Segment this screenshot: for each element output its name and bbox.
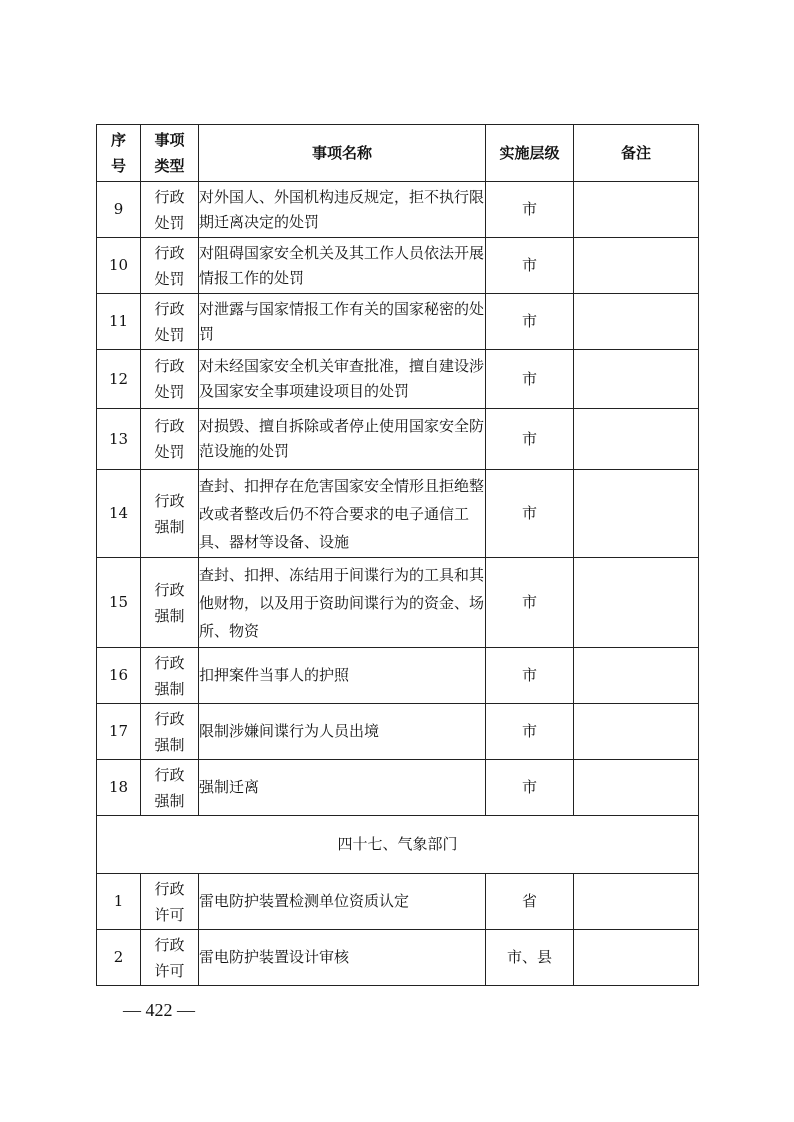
row-no: 12 — [97, 350, 141, 409]
row-no: 13 — [97, 409, 141, 470]
row-type-line1: 行政 — [154, 299, 185, 318]
row-type — [141, 409, 199, 470]
header-type-line1: 事项 — [154, 131, 185, 149]
row-type-line1: 行政 — [154, 653, 185, 672]
row-name: 对泄露与国家情报工作有关的国家秘密的处罚 — [199, 294, 486, 350]
row-type — [141, 648, 199, 704]
row-level: 市、县 — [486, 930, 574, 986]
row-type-line2: 处罚 — [154, 325, 185, 344]
table-row — [97, 470, 699, 558]
table-row — [97, 760, 699, 816]
row-type — [141, 470, 199, 558]
row-name: 雷电防护装置检测单位资质认定 — [199, 874, 486, 930]
row-type-line2: 许可 — [154, 961, 185, 980]
row-type — [141, 874, 199, 930]
header-name: 事项名称 — [199, 125, 486, 182]
row-no: 11 — [97, 294, 141, 350]
row-name: 限制涉嫌间谍行为人员出境 — [199, 704, 486, 760]
row-level: 市 — [486, 558, 574, 648]
header-row — [97, 125, 699, 182]
table-row — [97, 558, 699, 648]
row-name: 强制迁离 — [199, 760, 486, 816]
section-title: 四十七、气象部门 — [97, 816, 699, 874]
row-note — [574, 409, 699, 470]
row-type — [141, 238, 199, 294]
row-name: 查封、扣押、冻结用于间谍行为的工具和其他财物，以及用于资助间谍行为的资金、场所、物资 — [199, 558, 486, 648]
row-type — [141, 760, 199, 816]
row-level: 市 — [486, 470, 574, 558]
row-type-line2: 强制 — [154, 606, 185, 625]
row-type-line2: 强制 — [154, 735, 185, 754]
row-level: 市 — [486, 760, 574, 816]
row-type — [141, 294, 199, 350]
header-seq — [97, 125, 141, 182]
row-level: 省 — [486, 874, 574, 930]
row-no: 15 — [97, 558, 141, 648]
table-row — [97, 704, 699, 760]
table-row — [97, 238, 699, 294]
row-type — [141, 704, 199, 760]
row-type-line2: 强制 — [154, 791, 185, 810]
row-name: 对未经国家安全机关审查批准，擅自建设涉及国家安全事项建设项目的处罚 — [199, 350, 486, 409]
header-seq-line1: 序 — [110, 131, 126, 149]
header-seq-line2: 号 — [110, 157, 126, 175]
row-type-line1: 行政 — [154, 935, 185, 954]
row-type — [141, 930, 199, 986]
table-row — [97, 409, 699, 470]
row-level: 市 — [486, 294, 574, 350]
row-note — [574, 238, 699, 294]
row-note — [574, 930, 699, 986]
row-type — [141, 350, 199, 409]
row-level: 市 — [486, 182, 574, 238]
row-no: 2 — [97, 930, 141, 986]
row-type-line2: 强制 — [154, 517, 185, 536]
row-level: 市 — [486, 350, 574, 409]
table-row — [97, 182, 699, 238]
row-type-line2: 许可 — [154, 905, 185, 924]
row-no: 9 — [97, 182, 141, 238]
table-row — [97, 294, 699, 350]
table-row — [97, 874, 699, 930]
row-note — [574, 704, 699, 760]
row-level: 市 — [486, 648, 574, 704]
row-note — [574, 294, 699, 350]
row-type-line2: 强制 — [154, 679, 185, 698]
header-type — [141, 125, 199, 182]
row-type — [141, 558, 199, 648]
table-row — [97, 350, 699, 409]
row-level: 市 — [486, 704, 574, 760]
row-no: 16 — [97, 648, 141, 704]
header-level: 实施层级 — [486, 125, 574, 182]
row-type-line2: 处罚 — [154, 383, 185, 401]
row-note — [574, 470, 699, 558]
row-type-line1: 行政 — [154, 879, 185, 898]
row-note — [574, 874, 699, 930]
row-no: 17 — [97, 704, 141, 760]
row-note — [574, 350, 699, 409]
row-type-line2: 处罚 — [154, 213, 185, 232]
section-row — [97, 816, 699, 874]
row-note — [574, 648, 699, 704]
row-type-line2: 处罚 — [154, 443, 185, 461]
row-type-line1: 行政 — [154, 491, 185, 510]
row-type-line1: 行政 — [154, 765, 185, 784]
header-type-line2: 类型 — [154, 157, 185, 175]
row-type-line1: 行政 — [154, 417, 185, 435]
row-level: 市 — [486, 238, 574, 294]
row-type-line2: 处罚 — [154, 269, 185, 288]
row-name: 对外国人、外国机构违反规定，拒不执行限期迁离决定的处罚 — [199, 182, 486, 238]
table-row — [97, 930, 699, 986]
row-name: 查封、扣押存在危害国家安全情形且拒绝整改或者整改后仍不符合要求的电子通信工具、器材等设备、设施 — [199, 470, 486, 558]
row-no: 14 — [97, 470, 141, 558]
row-name: 扣押案件当事人的护照 — [199, 648, 486, 704]
row-no: 18 — [97, 760, 141, 816]
row-type-line1: 行政 — [154, 243, 185, 262]
row-type-line1: 行政 — [154, 187, 185, 206]
row-note — [574, 760, 699, 816]
items-table — [96, 124, 699, 986]
row-type — [141, 182, 199, 238]
row-name: 对阻碍国家安全机关及其工作人员依法开展情报工作的处罚 — [199, 238, 486, 294]
header-note: 备注 — [574, 125, 699, 182]
row-no: 10 — [97, 238, 141, 294]
row-name: 对损毁、擅自拆除或者停止使用国家安全防范设施的处罚 — [199, 409, 486, 470]
row-level: 市 — [486, 409, 574, 470]
row-note — [574, 182, 699, 238]
row-name: 雷电防护装置设计审核 — [199, 930, 486, 986]
table-row — [97, 648, 699, 704]
page-number: — 422 — — [123, 1000, 195, 1020]
row-note — [574, 558, 699, 648]
row-type-line1: 行政 — [154, 357, 185, 375]
row-type-line1: 行政 — [154, 580, 185, 599]
row-type-line1: 行政 — [154, 709, 185, 728]
row-no: 1 — [97, 874, 141, 930]
